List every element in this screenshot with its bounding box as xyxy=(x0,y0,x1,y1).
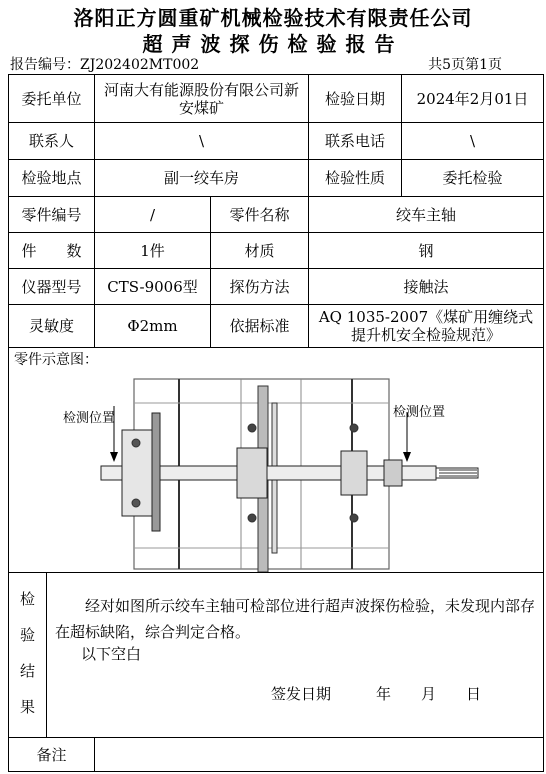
row-sensitivity xyxy=(9,305,544,348)
row-figure xyxy=(9,348,544,573)
row-location xyxy=(9,160,544,197)
method-value: 接触法 xyxy=(309,269,544,305)
figure-cell xyxy=(9,348,544,573)
remarks-label-text: 备注 xyxy=(36,745,67,764)
result-label-char: 果 xyxy=(19,698,35,716)
client-value: 河南大有能源股份有限公司新安煤矿 xyxy=(95,75,309,123)
row-qty xyxy=(9,233,544,269)
report-number-value: ZJ202402MT002 xyxy=(80,57,200,73)
page-info: 共5页第1页 xyxy=(428,57,502,73)
sensitivity-label: 灵敏度 xyxy=(9,305,95,348)
result-label-char: 验 xyxy=(19,626,35,644)
phone-label: 联系电话 xyxy=(309,123,402,160)
result-label xyxy=(9,573,47,737)
result-cell xyxy=(9,573,544,738)
part-name-value: 绞车主轴 xyxy=(309,197,544,233)
row-client xyxy=(9,75,544,123)
result-label-char: 检 xyxy=(19,590,35,608)
location-label: 检验地点 xyxy=(9,160,95,197)
standard-label: 依据标准 xyxy=(211,305,309,348)
row-contact xyxy=(9,123,544,160)
phone-value: \ xyxy=(402,123,544,160)
instrument-label: 仪器型号 xyxy=(9,269,95,305)
nature-value: 委托检验 xyxy=(402,160,544,197)
shaft-drawing xyxy=(9,348,544,572)
sign-date: 签发日期 年 月 日 xyxy=(271,685,482,703)
instrument-value: CTS-9006型 xyxy=(95,269,211,305)
row-instrument xyxy=(9,269,544,305)
company-name: 洛阳正方圆重矿机械检验技术有限责任公司 xyxy=(73,6,473,30)
date-label: 检验日期 xyxy=(309,75,402,123)
material-value: 钢 xyxy=(309,233,544,269)
left-detect-callout: 检测位置 xyxy=(63,411,116,426)
date-value: 2024年2月01日 xyxy=(402,75,544,123)
standard-value: AQ 1035-2007《煤矿用缠绕式提升机安全检验规范》 xyxy=(309,305,544,348)
remarks-value xyxy=(95,738,544,772)
qty-value: 1件 xyxy=(95,233,211,269)
nature-label: 检验性质 xyxy=(309,160,402,197)
result-label-char: 结 xyxy=(19,662,35,680)
row-part xyxy=(9,197,544,233)
result-text: 经对如图所示绞车主轴可检部位进行超声波探伤检验，未发现内部存在超标缺陷，综合判定合格。 xyxy=(55,597,536,641)
report-table xyxy=(8,74,544,772)
part-no-label: 零件编号 xyxy=(9,197,95,233)
report-number xyxy=(10,54,199,74)
figure-label: 零件示意图： xyxy=(14,352,98,368)
report-title: 超声波探伤检验报告 xyxy=(142,32,404,56)
part-no-value: / xyxy=(95,197,211,233)
row-result xyxy=(9,573,544,738)
material-label: 材质 xyxy=(211,233,309,269)
right-detect-callout: 检测位置 xyxy=(393,405,446,420)
report-number-label: 报告编号： xyxy=(10,57,80,73)
remarks-label xyxy=(9,738,95,772)
contact-value: \ xyxy=(95,123,309,160)
location-value: 副一绞车房 xyxy=(95,160,309,197)
client-label: 委托单位 xyxy=(9,75,95,123)
row-remarks xyxy=(9,738,544,772)
contact-label: 联系人 xyxy=(9,123,95,160)
sensitivity-value: Φ2mm xyxy=(95,305,211,348)
qty-label: 件 数 xyxy=(9,233,95,269)
part-name-label: 零件名称 xyxy=(211,197,309,233)
method-label: 探伤方法 xyxy=(211,269,309,305)
blank-note: 以下空白 xyxy=(81,645,142,663)
